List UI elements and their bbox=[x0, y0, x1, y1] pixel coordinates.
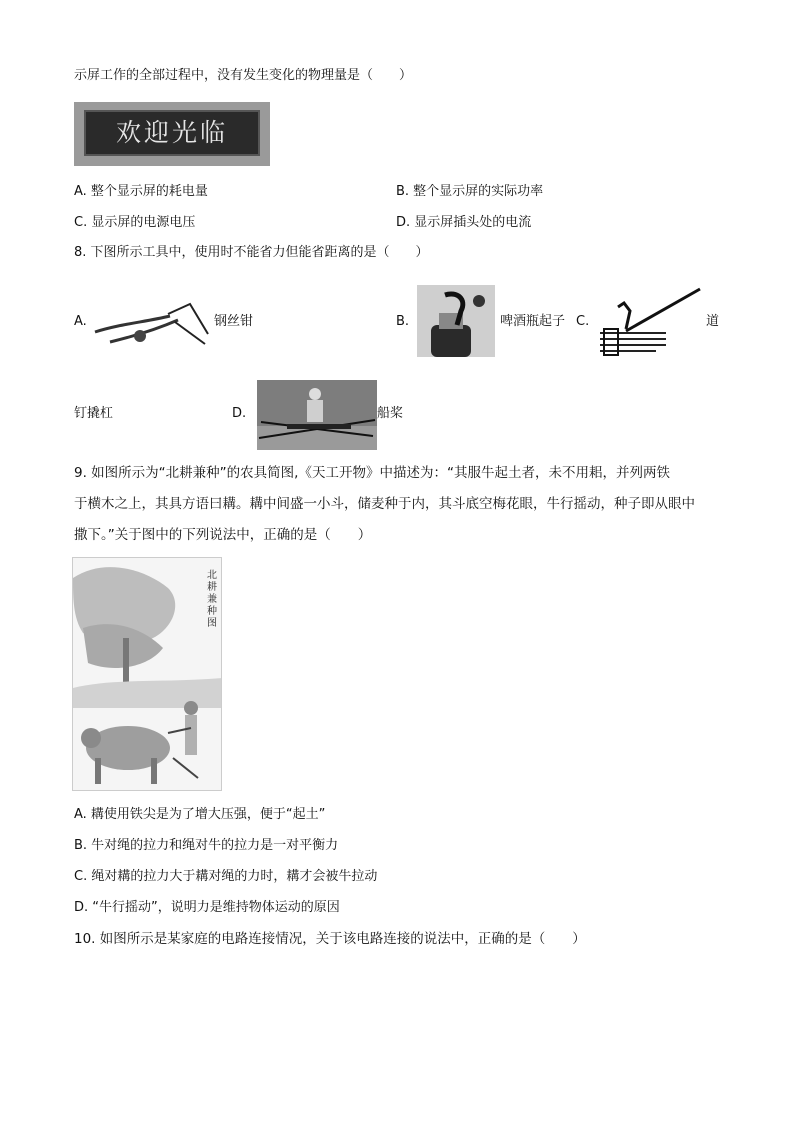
q8-option-d-letter: D. bbox=[232, 406, 247, 421]
led-screen-text: 欢迎光临 bbox=[115, 118, 228, 147]
plowing-illustration bbox=[72, 557, 222, 791]
plowing-figure-title: 北耕兼种图 bbox=[207, 570, 217, 629]
crowbar-image bbox=[596, 285, 706, 361]
q8-stem: 8. 下图所示工具中，使用时不能省力但能省距离的是（ ） bbox=[74, 245, 429, 260]
q9-option-c: C. 绳对耩的拉力大于耩对绳的力时，耩才会被牛拉动 bbox=[74, 869, 378, 884]
q9-option-b: B. 牛对绳的拉力和绳对牛的拉力是一对平衡力 bbox=[74, 838, 339, 853]
q7-option-a: A. 整个显示屏的耗电量 bbox=[74, 184, 208, 199]
q8-option-a-label: 钢丝钳 bbox=[214, 314, 254, 329]
q7-option-d: D. 显示屏插头处的电流 bbox=[396, 215, 532, 230]
q9-stem-line3: 撒下。”关于图中的下列说法中，正确的是（ ） bbox=[74, 527, 372, 543]
q9-stem-line1: 9. 如图所示为“北耕兼种”的农具简图,《天工开物》中描述为：“其服牛起土者，未不用耜，并列两铁 bbox=[74, 465, 670, 481]
q8-option-c-label-part2: 钉撬杠 bbox=[74, 406, 114, 421]
led-screen-photo bbox=[74, 102, 270, 166]
q8-option-c-letter: C. bbox=[576, 314, 590, 329]
rowing-oar-image bbox=[257, 380, 377, 450]
q9-option-a: A. 耩使用铁尖是为了增大压强，便于“起土” bbox=[74, 807, 326, 822]
q10-stem: 10. 如图所示是某家庭的电路连接情况，关于该电路连接的说法中，正确的是（ ） bbox=[74, 931, 586, 947]
q8-option-a-letter: A. bbox=[74, 314, 87, 329]
q7-option-c: C. 显示屏的电源电压 bbox=[74, 215, 196, 230]
q9-option-d: D. “牛行摇动”，说明力是维持物体运动的原因 bbox=[74, 900, 340, 915]
q8-option-c-label-part1: 道 bbox=[706, 314, 720, 329]
bottle-opener-image bbox=[417, 285, 495, 357]
q7-option-b: B. 整个显示屏的实际功率 bbox=[396, 184, 544, 199]
q9-stem-line2: 于横木之上，其具方语曰耩。耩中间盛一小斗，储麦种于内，其斗底空梅花眼，牛行摇动，种子即从眼中 bbox=[74, 496, 695, 512]
q8-option-b-letter: B. bbox=[396, 314, 410, 329]
q7-stem-tail: 示屏工作的全部过程中，没有发生变化的物理量是（ ） bbox=[74, 68, 413, 83]
pliers-image bbox=[90, 294, 210, 354]
q8-option-b-label: 啤酒瓶起子 bbox=[500, 314, 566, 329]
q8-option-d-label: 船桨 bbox=[377, 406, 404, 421]
